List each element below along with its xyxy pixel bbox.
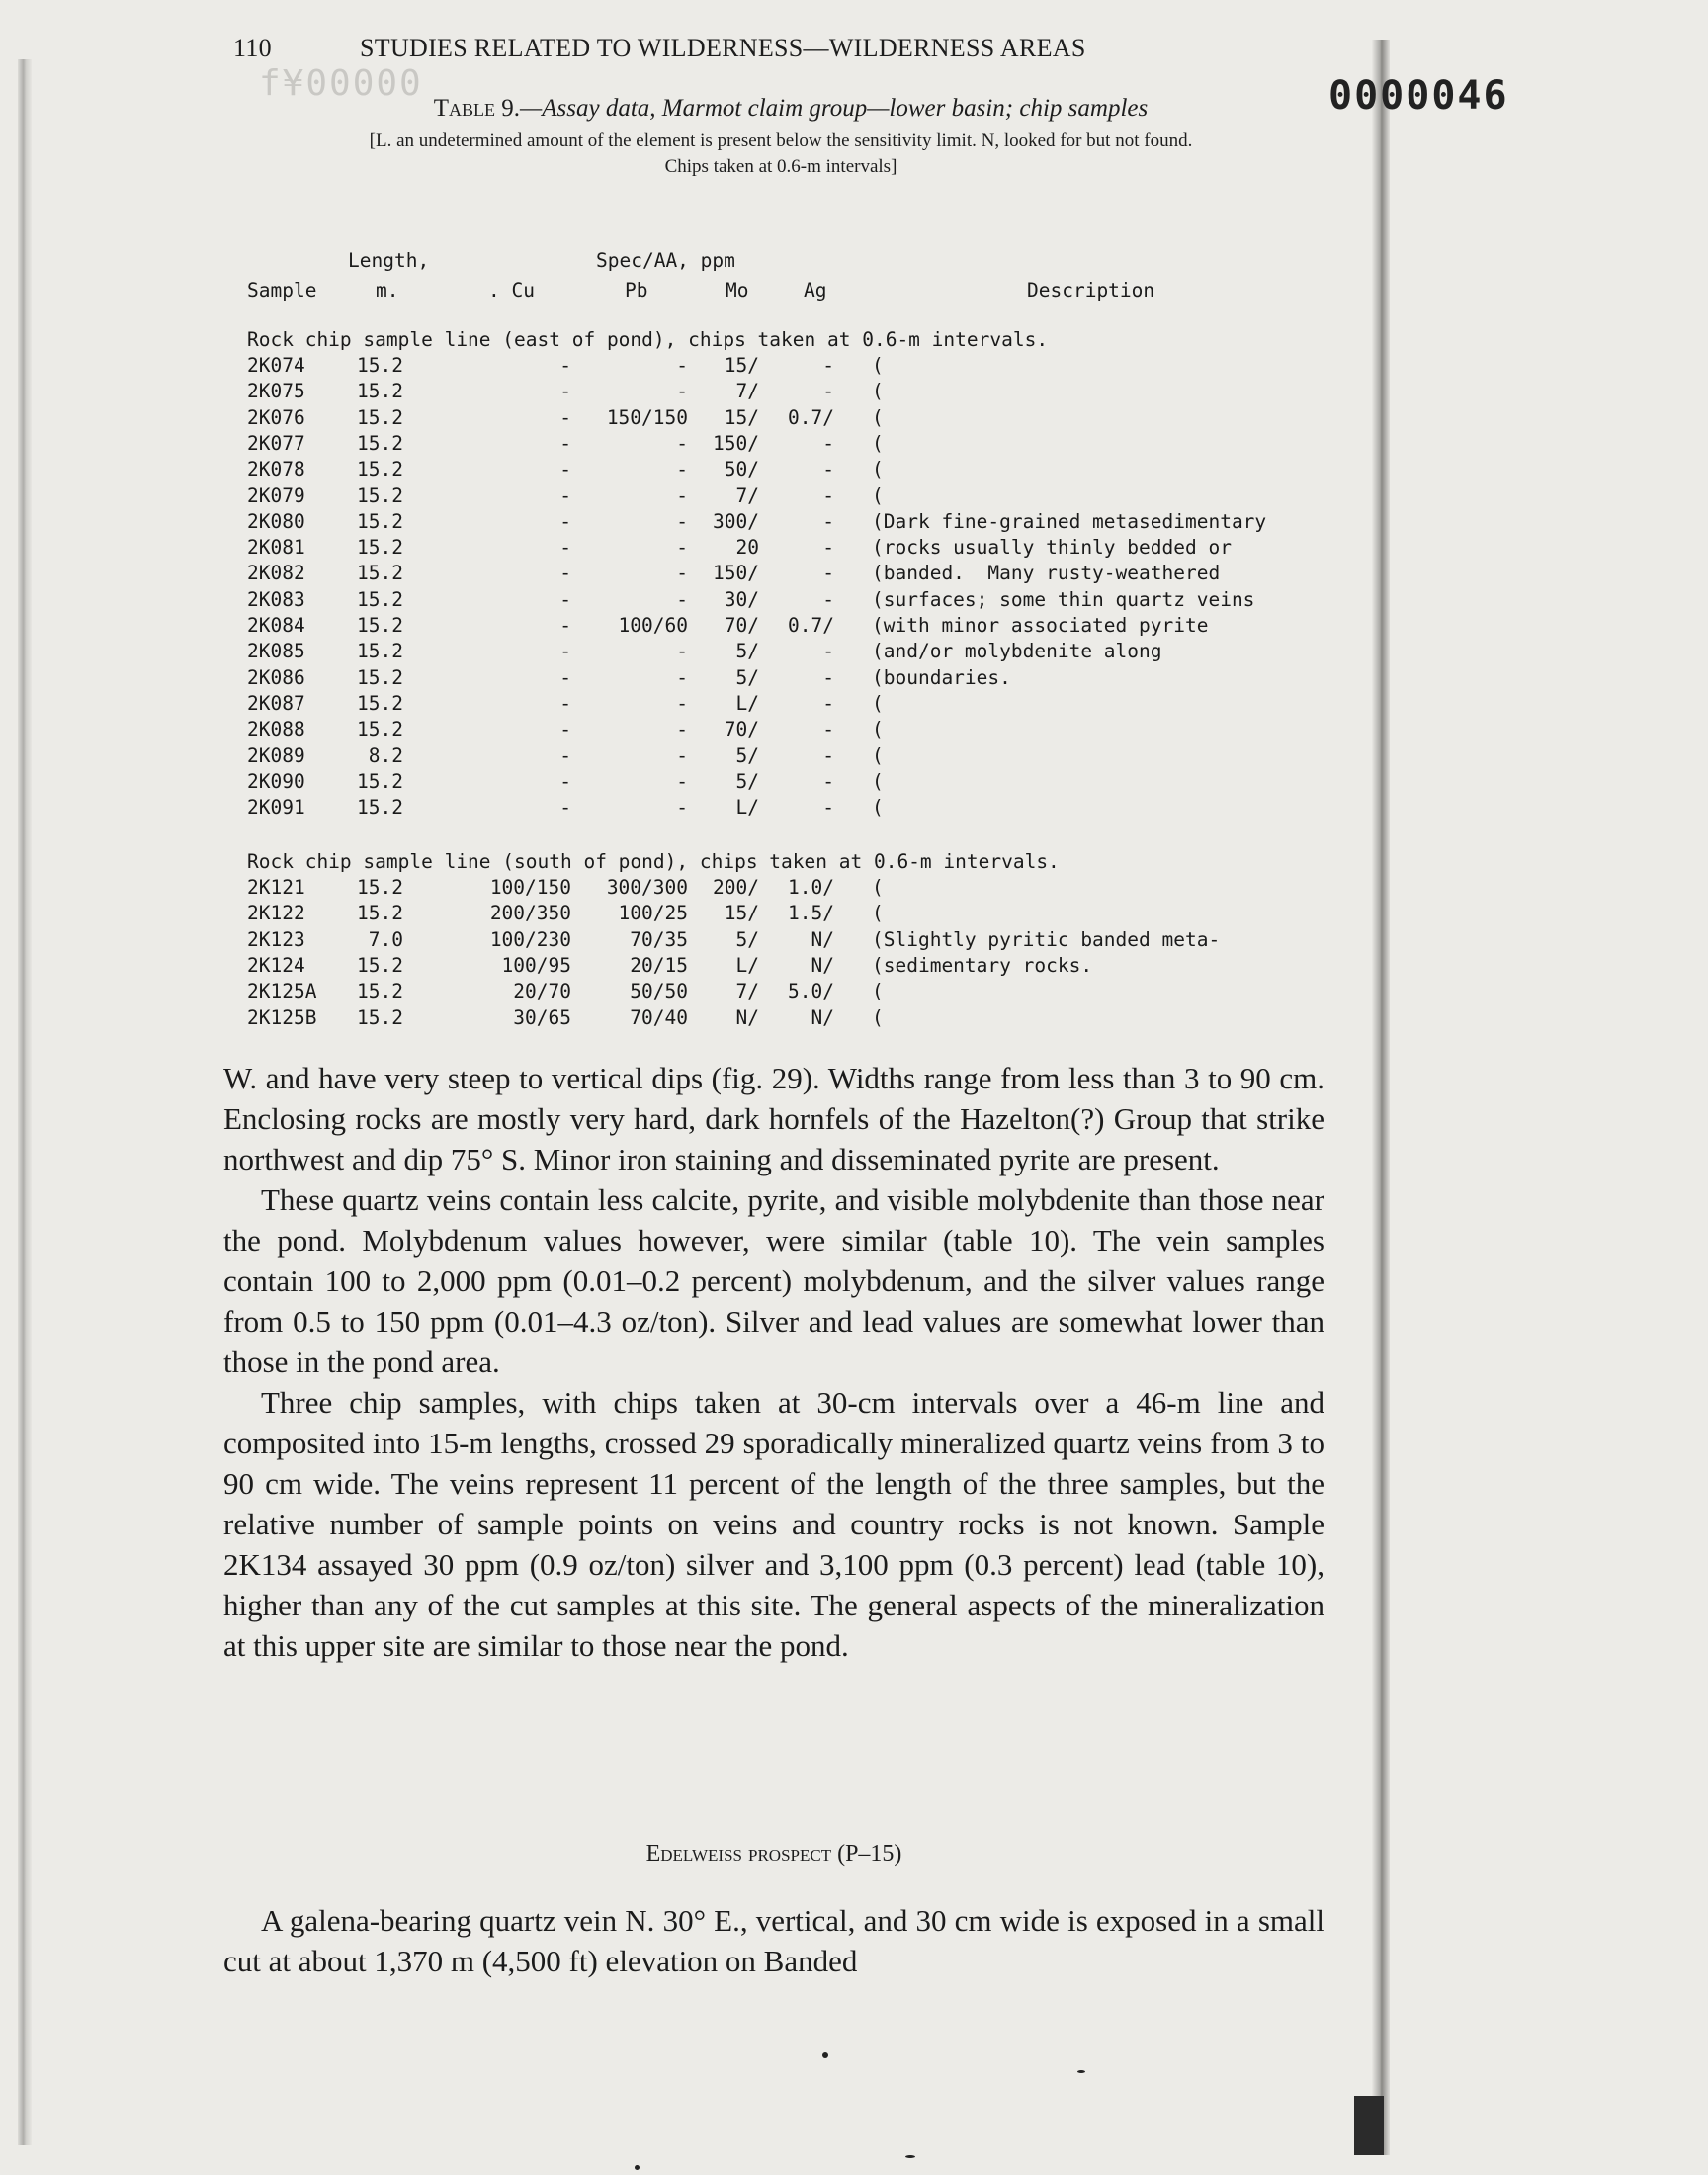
cell-sample: 2K084: [247, 614, 305, 637]
cell-length: 15.2: [357, 769, 403, 793]
cell-sample: 2K121: [247, 876, 305, 899]
cell-cu: 100/150: [489, 876, 571, 899]
cell-mo: 20: [735, 536, 759, 560]
cell-cu: -: [559, 587, 571, 611]
cell-mo: N/: [735, 1005, 759, 1029]
cell-length: 15.2: [357, 796, 403, 820]
cell-mo: 5/: [735, 665, 759, 689]
cell-ag: 0.7/: [788, 405, 834, 429]
cell-length: 15.2: [357, 431, 403, 455]
section-title-east: Rock chip sample line (east of pond), chips taken at 0.6-m intervals.: [247, 328, 1049, 351]
cell-ag: 5.0/: [788, 980, 834, 1003]
cell-ag: -: [822, 458, 834, 481]
cell-pb: -: [676, 796, 688, 820]
cell-pb: 300/300: [606, 876, 688, 899]
cell-pb: 150/150: [606, 405, 688, 429]
cell-desc: (: [872, 691, 884, 715]
cell-desc: (: [872, 743, 884, 767]
cell-ag: -: [822, 354, 834, 377]
cell-sample: 2K077: [247, 431, 305, 455]
cell-desc: (: [872, 902, 884, 925]
cell-mo: 150/: [713, 431, 759, 455]
cell-cu: -: [559, 562, 571, 585]
cell-length: 7.0: [368, 927, 403, 951]
table-row: [0, 640, 1384, 665]
cell-ag: -: [822, 431, 834, 455]
paragraph: W. and have very steep to vertical dips (fig. 29). Widths range from less than 3 to 90 cm. Enclosing rocks are mostly very hard, dark hornfels of the Hazelton(?) Group that strike northwest and dip 75° S. Minor iron staining and disseminated pyrite are present.: [223, 1061, 1324, 1176]
scan-speck: [822, 2052, 828, 2058]
cell-cu: -: [559, 483, 571, 507]
table-row: [0, 876, 1384, 902]
body-text-lower: [223, 1900, 1324, 1981]
cell-desc: (rocks usually thinly bedded or: [872, 536, 1232, 560]
cell-length: 15.2: [357, 536, 403, 560]
cell-sample: 2K078: [247, 458, 305, 481]
cell-mo: 15/: [724, 354, 759, 377]
cell-cu: -: [559, 405, 571, 429]
cell-cu: -: [559, 796, 571, 820]
cell-desc: (: [872, 769, 884, 793]
table-row: [0, 770, 1384, 796]
cell-sample: 2K125B: [247, 1005, 317, 1029]
table-note-line2: Chips taken at 0.6-m intervals]: [664, 156, 897, 177]
cell-cu: -: [559, 380, 571, 403]
cell-mo: 5/: [735, 927, 759, 951]
cell-length: 15.2: [357, 354, 403, 377]
cell-length: 15.2: [357, 562, 403, 585]
paragraph: These quartz veins contain less calcite, pyrite, and visible molybdenite than those near the pond. Molybdenum values however, were similar (table 10). The vein samples contain 100 to 2,000 ppm (0.01–0.2 percent) molybdenum, and the silver values range from 0.5 to 150 ppm (0.01–4.3 oz/ton). Silver and lead values are somewhat lower than those in the pond area.: [223, 1182, 1324, 1379]
cell-sample: 2K074: [247, 354, 305, 377]
table-label: Table 9.: [433, 95, 521, 122]
cell-ag: -: [822, 509, 834, 533]
cell-desc: (: [872, 380, 884, 403]
cell-ag: -: [822, 769, 834, 793]
cell-cu: -: [559, 431, 571, 455]
cell-length: 15.2: [357, 380, 403, 403]
scan-speck: [635, 2165, 640, 2170]
cell-cu: 20/70: [513, 980, 571, 1003]
cell-length: 15.2: [357, 587, 403, 611]
scan-speck: [905, 2155, 915, 2158]
table-row: [0, 980, 1384, 1005]
cell-ag: 1.0/: [788, 876, 834, 899]
header-ag: Ag: [804, 279, 827, 302]
document-stamp-number: 0000046: [1328, 73, 1509, 119]
cell-desc: (surfaces; some thin quartz veins: [872, 587, 1255, 611]
cell-desc: (: [872, 718, 884, 741]
cell-length: 15.2: [357, 980, 403, 1003]
cell-desc: (Dark fine-grained metasedimentary: [872, 509, 1267, 533]
cell-length: 15.2: [357, 483, 403, 507]
table-row: [0, 406, 1384, 432]
cell-ag: N/: [811, 927, 834, 951]
cell-cu: 30/65: [513, 1005, 571, 1029]
header-cu: . Cu: [488, 279, 535, 302]
cell-length: 15.2: [357, 876, 403, 899]
cell-sample: 2K085: [247, 640, 305, 663]
cell-pb: -: [676, 458, 688, 481]
table-row: [0, 954, 1384, 980]
header-mo: Mo: [726, 279, 749, 302]
cell-ag: N/: [811, 953, 834, 977]
table-row: [0, 614, 1384, 640]
table-row: [0, 432, 1384, 458]
cell-desc: (and/or molybdenite along: [872, 640, 1162, 663]
cell-cu: 200/350: [489, 902, 571, 925]
cell-length: 15.2: [357, 718, 403, 741]
cell-mo: 5/: [735, 769, 759, 793]
header-description: Description: [1027, 279, 1155, 302]
cell-mo: 5/: [735, 640, 759, 663]
cell-pb: 100/60: [618, 614, 688, 637]
paragraph: A galena-bearing quartz vein N. 30° E., vertical, and 30 cm wide is exposed in a small cut at about 1,370 m (4,500 ft) elevation on Banded: [223, 1903, 1324, 1978]
cell-pb: -: [676, 509, 688, 533]
cell-desc: (: [872, 980, 884, 1003]
cell-cu: -: [559, 458, 571, 481]
cell-pb: 70/35: [630, 927, 688, 951]
cell-pb: 100/25: [618, 902, 688, 925]
cell-ag: -: [822, 691, 834, 715]
cell-length: 15.2: [357, 640, 403, 663]
cell-length: 15.2: [357, 953, 403, 977]
cell-ag: -: [822, 380, 834, 403]
cell-desc: (sedimentary rocks.: [872, 953, 1093, 977]
cell-desc: (with minor associated pyrite: [872, 614, 1209, 637]
cell-mo: 50/: [724, 458, 759, 481]
table-row: [0, 902, 1384, 927]
cell-pb: -: [676, 587, 688, 611]
table-row: [0, 692, 1384, 718]
header-pb: Pb: [625, 279, 648, 302]
cell-cu: 100/230: [489, 927, 571, 951]
cell-pb: -: [676, 691, 688, 715]
scan-speck: [1077, 2070, 1085, 2073]
cell-mo: L/: [735, 796, 759, 820]
table-row: [0, 484, 1384, 510]
table-title: [198, 95, 1384, 123]
table-row: [0, 588, 1384, 614]
cell-sample: 2K122: [247, 902, 305, 925]
cell-desc: (: [872, 458, 884, 481]
cell-sample: 2K075: [247, 380, 305, 403]
cell-ag: 1.5/: [788, 902, 834, 925]
cell-length: 15.2: [357, 665, 403, 689]
header-specaa: Spec/AA, ppm: [596, 249, 735, 272]
cell-mo: 300/: [713, 509, 759, 533]
cell-cu: -: [559, 354, 571, 377]
header-sample: Sample: [247, 279, 317, 302]
cell-mo: L/: [735, 953, 759, 977]
cell-sample: 2K125A: [247, 980, 317, 1003]
cell-mo: 7/: [735, 980, 759, 1003]
cell-sample: 2K076: [247, 405, 305, 429]
table-row: [0, 666, 1384, 692]
running-title: STUDIES RELATED TO WILDERNESS—WILDERNESS AREAS: [360, 34, 1086, 62]
cell-sample: 2K091: [247, 796, 305, 820]
cell-mo: L/: [735, 691, 759, 715]
cell-ag: -: [822, 665, 834, 689]
cell-cu: -: [559, 614, 571, 637]
cell-cu: -: [559, 691, 571, 715]
cell-cu: 100/95: [501, 953, 571, 977]
cell-ag: -: [822, 587, 834, 611]
cell-mo: 15/: [724, 902, 759, 925]
cell-cu: -: [559, 743, 571, 767]
header-length-top: Length,: [348, 249, 430, 272]
cell-pb: -: [676, 483, 688, 507]
cell-length: 15.2: [357, 614, 403, 637]
cell-length: 15.2: [357, 902, 403, 925]
cell-sample: 2K087: [247, 691, 305, 715]
cell-pb: -: [676, 431, 688, 455]
table-row: [0, 928, 1384, 954]
cell-sample: 2K089: [247, 743, 305, 767]
cell-cu: -: [559, 640, 571, 663]
cell-desc: (: [872, 876, 884, 899]
cell-desc: (: [872, 405, 884, 429]
table-row: [0, 1006, 1384, 1032]
cell-length: 8.2: [368, 743, 403, 767]
table-row: [0, 562, 1384, 587]
cell-ag: -: [822, 796, 834, 820]
cell-mo: 70/: [724, 614, 759, 637]
cell-cu: -: [559, 665, 571, 689]
cell-sample: 2K090: [247, 769, 305, 793]
cell-desc: (: [872, 483, 884, 507]
cell-sample: 2K123: [247, 927, 305, 951]
cell-mo: 150/: [713, 562, 759, 585]
cell-cu: -: [559, 509, 571, 533]
header-length: m.: [376, 279, 399, 302]
cell-desc: (boundaries.: [872, 665, 1011, 689]
cell-mo: 70/: [724, 718, 759, 741]
table-caption: —Assay data, Marmot claim group—lower basin; chip samples: [520, 95, 1149, 122]
table-row: [0, 458, 1384, 483]
cell-cu: -: [559, 536, 571, 560]
cell-length: 15.2: [357, 458, 403, 481]
cell-length: 15.2: [357, 1005, 403, 1029]
table-note: [188, 129, 1374, 180]
cell-pb: -: [676, 380, 688, 403]
cell-desc: (: [872, 1005, 884, 1029]
cell-desc: (Slightly pyritic banded meta-: [872, 927, 1221, 951]
cell-ag: N/: [811, 1005, 834, 1029]
cell-length: 15.2: [357, 509, 403, 533]
cell-cu: -: [559, 718, 571, 741]
cell-pb: -: [676, 562, 688, 585]
cell-desc: (: [872, 354, 884, 377]
cell-pb: 70/40: [630, 1005, 688, 1029]
cell-mo: 30/: [724, 587, 759, 611]
cell-sample: 2K082: [247, 562, 305, 585]
faint-stamp: f¥00000: [259, 63, 423, 104]
table-row: [0, 354, 1384, 380]
table-row: [0, 536, 1384, 562]
table-row: [0, 510, 1384, 536]
cell-sample: 2K088: [247, 718, 305, 741]
cell-sample: 2K083: [247, 587, 305, 611]
cell-pb: -: [676, 769, 688, 793]
table-row: [0, 796, 1384, 822]
cell-pb: -: [676, 665, 688, 689]
cell-pb: -: [676, 354, 688, 377]
cell-desc: (: [872, 796, 884, 820]
cell-pb: -: [676, 743, 688, 767]
cell-ag: 0.7/: [788, 614, 834, 637]
cell-pb: 50/50: [630, 980, 688, 1003]
paragraph: Three chip samples, with chips taken at 30-cm intervals over a 46-m line and composited into 15-m lengths, crossed 29 sporadically mineralized quartz veins from 3 to 90 cm wide. The veins represent 11 percent of the length of the three samples, but the relative number of sample points on veins and country rocks is not known. Sample 2K134 assayed 30 ppm (0.9 oz/ton) silver and 3,100 ppm (0.3 percent) lead (table 10), higher than any of the cut samples at this site. The general aspects of the mineralization at this upper site are similar to those near the pond.: [223, 1385, 1324, 1663]
section-subheading: Edelweiss prospect (P–15): [645, 1841, 902, 1867]
cell-length: 15.2: [357, 691, 403, 715]
cell-ag: -: [822, 718, 834, 741]
cell-ag: -: [822, 743, 834, 767]
cell-mo: 15/: [724, 405, 759, 429]
cell-mo: 7/: [735, 483, 759, 507]
cell-sample: 2K124: [247, 953, 305, 977]
cell-desc: (banded. Many rusty-weathered: [872, 562, 1221, 585]
cell-cu: -: [559, 769, 571, 793]
cell-ag: -: [822, 640, 834, 663]
cell-sample: 2K081: [247, 536, 305, 560]
cell-length: 15.2: [357, 405, 403, 429]
table-row: [0, 744, 1384, 770]
cell-sample: 2K079: [247, 483, 305, 507]
cell-sample: 2K086: [247, 665, 305, 689]
cell-desc: (: [872, 431, 884, 455]
cell-mo: 5/: [735, 743, 759, 767]
cell-pb: -: [676, 640, 688, 663]
page-number: 110: [233, 34, 272, 62]
cell-mo: 7/: [735, 380, 759, 403]
cell-ag: -: [822, 562, 834, 585]
cell-pb: -: [676, 718, 688, 741]
body-text-upper: [223, 1058, 1324, 1666]
table-note-line1: [L. an undetermined amount of the element is present below the sensitivity limit. N, looked for but not found.: [369, 130, 1193, 151]
table-row: [0, 380, 1384, 405]
cell-mo: 200/: [713, 876, 759, 899]
page-corner-shadow: [1354, 2096, 1384, 2155]
cell-ag: -: [822, 483, 834, 507]
cell-pb: 20/15: [630, 953, 688, 977]
cell-sample: 2K080: [247, 509, 305, 533]
table-row: [0, 718, 1384, 743]
cell-ag: -: [822, 536, 834, 560]
section-title-south: Rock chip sample line (south of pond), chips taken at 0.6-m intervals.: [247, 850, 1060, 873]
cell-pb: -: [676, 536, 688, 560]
